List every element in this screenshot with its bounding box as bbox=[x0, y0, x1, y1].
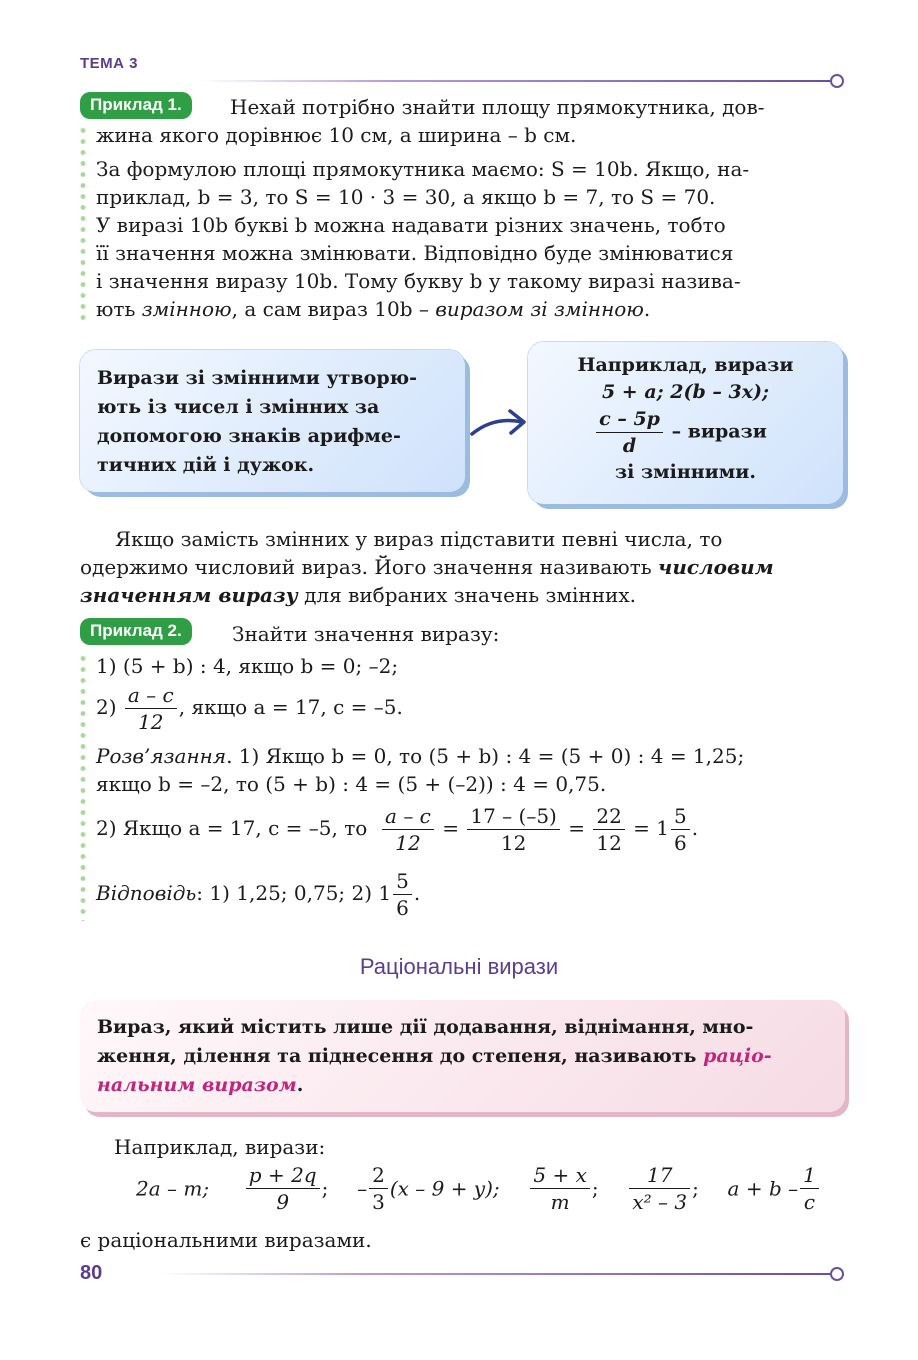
example1-body-line: У виразі 10b букві b можна надавати різних значень, тобто bbox=[96, 213, 726, 237]
example-box-line4: зі змінними. bbox=[615, 461, 756, 483]
term-expression-with-variable: виразом зі змінною bbox=[435, 297, 644, 321]
example1-body-last-line: ють змінною, а сам вираз 10b – виразом зі змінною. bbox=[96, 297, 651, 321]
example2-badge: Приклад 2. bbox=[80, 618, 192, 645]
solution-fraction-3: $\frac{22}{12}$ bbox=[593, 803, 624, 856]
example2-dotted-marker bbox=[80, 653, 86, 921]
term-variable: змінною bbox=[141, 297, 232, 321]
topic-label: ТЕМА 3 bbox=[80, 55, 139, 72]
examples-intro: Наприклад, вирази: bbox=[114, 1135, 326, 1159]
section-title: Раціональні вирази bbox=[359, 954, 559, 979]
examples-outro: є раціональними виразами. bbox=[80, 1228, 372, 1252]
example2-task: Знайти значення виразу: bbox=[232, 622, 500, 646]
page-number: 80 bbox=[80, 1262, 103, 1284]
example1-line1: Нехай потрібно знайти площу прямокутника, дов- bbox=[230, 95, 765, 119]
example-box-content bbox=[528, 352, 843, 486]
example-box-line2: 5 + a; 2(b – 3x); bbox=[601, 381, 770, 403]
example-box-fraction: $\frac{c - 5p}{d}$ bbox=[596, 406, 663, 459]
example2-item1: 1) (5 + b) : 4, якщо b = 0; –2; bbox=[96, 654, 399, 678]
answer-fraction: $\frac{5}{6}$ bbox=[393, 868, 412, 921]
example-expression-4: $\frac{5 + x}{m}$ bbox=[530, 1162, 589, 1215]
header-rule-end-circle-icon bbox=[830, 74, 844, 88]
rational-definition-text: Вираз, який містить лише дії додавання, віднімання, мно- ження, ділення та піднесення до степеня, називають раціо- нальним виразом. bbox=[97, 1016, 772, 1096]
example-expression-5: $\frac{17}{\text{x² – 3}}$ bbox=[629, 1162, 690, 1215]
example1-body-line: її значення можна змінювати. Відповідно буде змінюватися bbox=[96, 241, 734, 265]
example1-line2: жина якого дорівнює 10 см, а ширина – b см. bbox=[96, 123, 577, 147]
example-expression-3-fraction: $\frac{2}{3}$ bbox=[369, 1162, 388, 1215]
example2-item2-fraction: $\frac{a - c}{12}$ bbox=[125, 682, 177, 735]
example2-solution-line1: Розв’язання. 1) Якщо b = 0, то (5 + b) : 4 = (5 + 0) : 4 = 1,25; bbox=[96, 744, 745, 768]
example-box-line1: Наприклад, вирази bbox=[577, 354, 794, 376]
solution-fraction-4: $\frac{5}{6}$ bbox=[671, 803, 690, 856]
example1-body-line: приклад, b = 3, то S = 10 · 3 = 30, а якщо b = 7, то S = 70. bbox=[96, 185, 716, 209]
example-box bbox=[528, 342, 843, 504]
example-box-fraction-line: $\frac{c - 5p}{d}$ – вирази bbox=[518, 406, 843, 459]
solution-fraction-1: $\frac{a - c}{12}$ bbox=[382, 803, 434, 856]
examples-formula-row: 2a – m; $\frac{p + 2q}{9}$ ; – $\frac{2}{3}$ (x – 9 + y); $\frac{5 + x}{m}$ ; $\frac{17}{\text{x² – 3}}$ ; a + b – $\frac{1}{c}$ bbox=[136, 1162, 856, 1215]
header-rule bbox=[200, 80, 830, 82]
example-expression-6-fraction: $\frac{1}{c}$ bbox=[800, 1162, 819, 1215]
example2-solution-line2: якщо b = –2, то (5 + b) : 4 = (5 + (–2)) : 4 = 0,75. bbox=[96, 772, 607, 796]
example-expression-1: 2a – m; bbox=[136, 1176, 210, 1201]
footer-rule bbox=[160, 1273, 830, 1275]
footer-rule-end-circle-icon bbox=[830, 1267, 844, 1281]
term-rational-expression: раціо- bbox=[703, 1045, 772, 1067]
example-expression-2: $\frac{p + 2q}{9}$ bbox=[246, 1162, 320, 1215]
example-expression-6: a + b – bbox=[727, 1176, 799, 1201]
example1-body-line: і значення виразу 10b. Тому букву b у такому виразі назива- bbox=[96, 269, 741, 293]
example2-answer: Відповідь: 1) 1,25; 0,75; 2) 1 $\frac{5}{6}$ . bbox=[96, 869, 421, 920]
example2-solution-line3: 2) Якщо a = 17, c = –5, то $\frac{a - c}{12}$ = $\frac{17 - (-5)}{12}$ = $\frac{22}{12}$ = 1 $\frac{5}{6}$ . bbox=[96, 804, 699, 855]
example2-item2: 2) $\frac{a - c}{12}$ , якщо a = 17, c = –5. bbox=[96, 683, 403, 734]
definition-text: Вирази зі змінними утворю- ють із чисел і змінних за допомогою знаків арифме- тичних дій і дужок. bbox=[97, 367, 417, 476]
term-numeric-value: числовим bbox=[658, 555, 774, 579]
example1-dotted-marker bbox=[80, 125, 86, 320]
example-expression-3: (x – 9 + y); bbox=[389, 1176, 500, 1201]
solution-fraction-2: $\frac{17 - (-5)}{12}$ bbox=[467, 803, 560, 856]
definition-box bbox=[80, 350, 465, 492]
rational-definition-box bbox=[80, 1000, 845, 1112]
example1-body-line: За формулою площі прямокутника маємо: S = 10b. Якщо, на- bbox=[96, 157, 750, 181]
example1-badge: Приклад 1. bbox=[80, 92, 192, 119]
example1-body bbox=[96, 155, 845, 323]
numeric-value-paragraph: Якщо замість змінних у вираз підставити певні числа, то одержимо числовий вираз. Його значення називають числовим значенням виразу для вибраних значень змінних. bbox=[80, 527, 774, 607]
